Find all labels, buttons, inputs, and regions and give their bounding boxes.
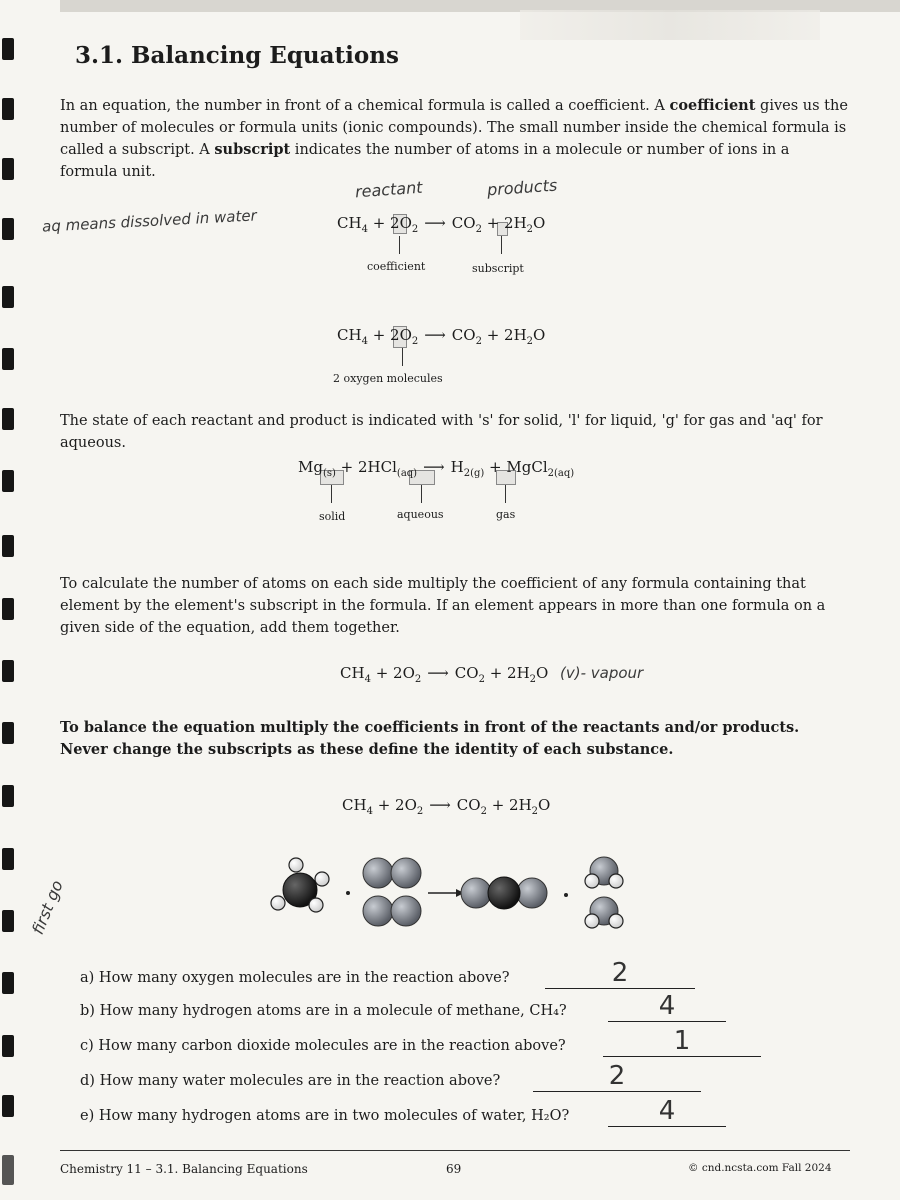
answer-line-a[interactable] (545, 958, 695, 989)
question-c: c) How many carbon dioxide molecules are in the reaction above? (80, 1038, 566, 1054)
binding-ring (2, 158, 14, 180)
question-d: d) How many water molecules are in the reaction above? (80, 1073, 501, 1089)
binding-ring (2, 660, 14, 682)
footer-page-number: 69 (446, 1162, 462, 1176)
label-coefficient: coefficient (367, 260, 426, 273)
handwritten-first-go: first go (28, 877, 67, 938)
balance-paragraph: To balance the equation multiply the coefficients in front of the reactants and/or products. Never change the subscripts as these define the identity of each substance. (60, 719, 800, 758)
handwritten-reactant: reactant (354, 177, 424, 202)
oxygen-molecules (363, 858, 421, 926)
intro-paragraph: In an equation, the number in front of a chemical formula is called a coefficient. A coefficient gives us the number of molecules or formula units (ionic compounds). The small number inside the chemical formula is called a subscript. A subscript indicates the number of atoms in a molecule or number of ions in a formula unit. (60, 97, 848, 180)
binding-ring (2, 1155, 14, 1185)
binding-ring (2, 98, 14, 120)
equation-magnesium: $Mg_{(s)} + 2HCl_{(aq)}$ ⟶ $H_{2(g)}$ + MgCl$_{2(aq)}$ (298, 458, 575, 479)
carbon-dioxide-molecule (461, 877, 547, 909)
binding-ring (2, 470, 14, 492)
binding-ring (2, 1035, 14, 1057)
binding-ring (2, 598, 14, 620)
equation-methane-2: $CH_4 + 2O_2$ ⟶ $CO_2 + 2H_2O$ (337, 326, 546, 347)
methane-molecule (271, 858, 329, 912)
answer-d: 2 (608, 1061, 626, 1091)
answer-e: 4 (658, 1096, 676, 1126)
binding-ring (2, 785, 14, 807)
question-e: e) How many hydrogen atoms are in two molecules of water, H₂O? (80, 1108, 570, 1124)
spiral-binding (0, 0, 20, 1200)
footer-copyright: © cnd.ncsta.com Fall 2024 (688, 1162, 832, 1174)
handwritten-products: products (486, 175, 558, 200)
equation-methane-1: $CH_4 + 2O_2$ ⟶ $CO_2 + 2H_2O$ (337, 214, 546, 235)
binding-ring (2, 848, 14, 870)
label-solid: solid (319, 510, 346, 523)
binding-ring (2, 722, 14, 744)
handwritten-vapour: (v)- vapour (560, 664, 644, 682)
binding-ring (2, 972, 14, 994)
pointer-line (505, 485, 506, 503)
binding-ring (2, 348, 14, 370)
answer-line-d[interactable] (533, 1061, 701, 1092)
binding-ring (2, 38, 14, 60)
label-subscript: subscript (472, 262, 524, 275)
binding-ring (2, 910, 14, 932)
answer-b: 4 (658, 991, 676, 1021)
answer-line-e[interactable] (608, 1096, 726, 1127)
pointer-line (501, 236, 502, 254)
plus-dot (346, 891, 350, 895)
answer-c: 1 (673, 1026, 691, 1056)
pointer-line (331, 485, 332, 503)
footer-course: Chemistry 11 – 3.1. Balancing Equations (60, 1162, 308, 1176)
equation-methane-4: $CH_4 + 2O_2$ ⟶ $CO_2 + 2H_2O$ (342, 796, 551, 817)
question-b: b) How many hydrogen atoms are in a molecule of methane, CH₄? (80, 1003, 567, 1019)
label-gas: gas (496, 508, 516, 521)
water-molecules (585, 857, 623, 928)
label-oxygen-molecules: 2 oxygen molecules (333, 372, 443, 385)
binding-ring (2, 408, 14, 430)
answer-a: 2 (611, 958, 629, 988)
pointer-line (421, 485, 422, 503)
label-aqueous: aqueous (397, 508, 444, 521)
binding-ring (2, 1095, 14, 1117)
answer-line-b[interactable] (608, 991, 726, 1022)
question-a: a) How many oxygen molecules are in the reaction above? (80, 970, 510, 986)
footer-divider (60, 1150, 850, 1151)
binding-ring (2, 218, 14, 240)
page-title: 3.1. Balancing Equations (75, 42, 399, 69)
equation-methane-3: $CH_4 + 2O_2$ ⟶ $CO_2 + 2H_2O$ (340, 664, 549, 685)
answer-line-c[interactable] (603, 1026, 761, 1057)
binding-ring (2, 535, 14, 557)
molecule-diagram (260, 845, 660, 935)
pointer-line (399, 236, 400, 254)
pointer-line (402, 348, 403, 366)
handwritten-aq-note: aq means dissolved in water (41, 206, 258, 236)
state-paragraph: The state of each reactant and product is indicated with 's' for solid, 'l' for liquid, 'g' for gas and 'aq' for aqueous. (60, 413, 823, 451)
calculation-paragraph: To calculate the number of atoms on each side multiply the coefficient of any formula containing that element by the element's subscript in the formula. If an element appears in more than one formula on a given side of the equation, add them together. (60, 576, 826, 636)
binding-ring (2, 286, 14, 308)
plus-dot (564, 893, 568, 897)
scan-bleed (520, 10, 820, 40)
